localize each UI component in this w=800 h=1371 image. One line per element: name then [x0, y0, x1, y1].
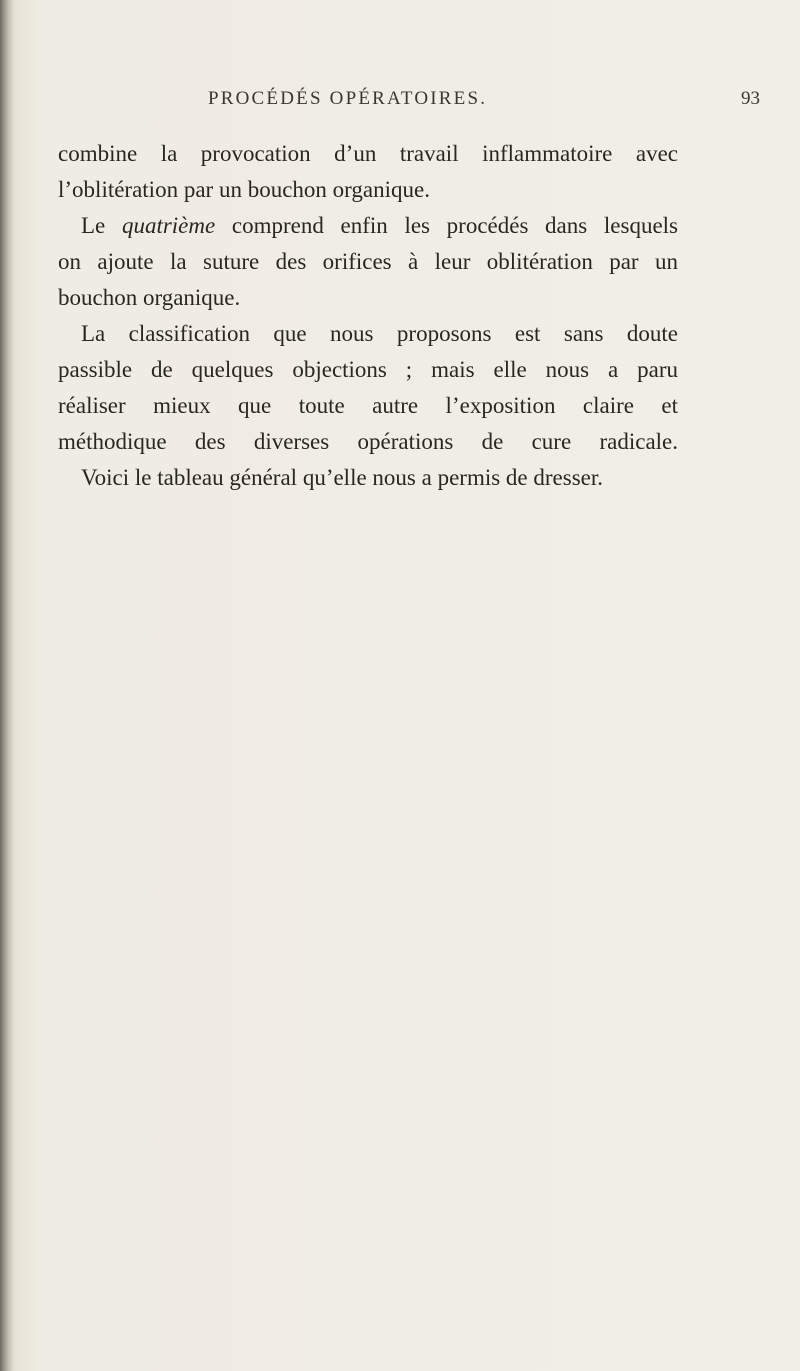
- text-line-1: combine la provocation d’un travail inflammatoire avec: [58, 141, 678, 166]
- text-line-8: réaliser mieux que toute autre l’exposition claire et: [58, 393, 678, 418]
- text-line-10: Voici le tableau général qu’elle nous a permis de dresser.: [81, 465, 604, 490]
- running-head: [60, 88, 760, 116]
- text-line-3: [58, 208, 678, 244]
- text-line-5: bouchon organique.: [58, 285, 241, 310]
- text-line-2: l’oblitération par un bouchon organique.: [58, 177, 430, 202]
- text-line-4: on ajoute la suture des orifices à leur oblitération par un: [58, 249, 678, 274]
- line-lead-word: Le: [81, 213, 106, 238]
- body-text: [58, 136, 678, 496]
- text-line-6: La classification que nous proposons est sans doute: [81, 321, 678, 346]
- text-line-7: passible de quelques objections ; mais elle nous a paru: [58, 357, 678, 382]
- line-3-rest: comprend enfin les procédés dans lesquels: [231, 213, 678, 238]
- running-title: PROCÉDÉS OPÉRATOIRES.: [208, 88, 488, 109]
- italic-word: quatrième: [121, 213, 216, 238]
- page-number: 93: [741, 88, 760, 109]
- text-line-9: méthodique des diverses opérations de cure radicale.: [58, 429, 678, 454]
- binding-gutter: [0, 0, 14, 1371]
